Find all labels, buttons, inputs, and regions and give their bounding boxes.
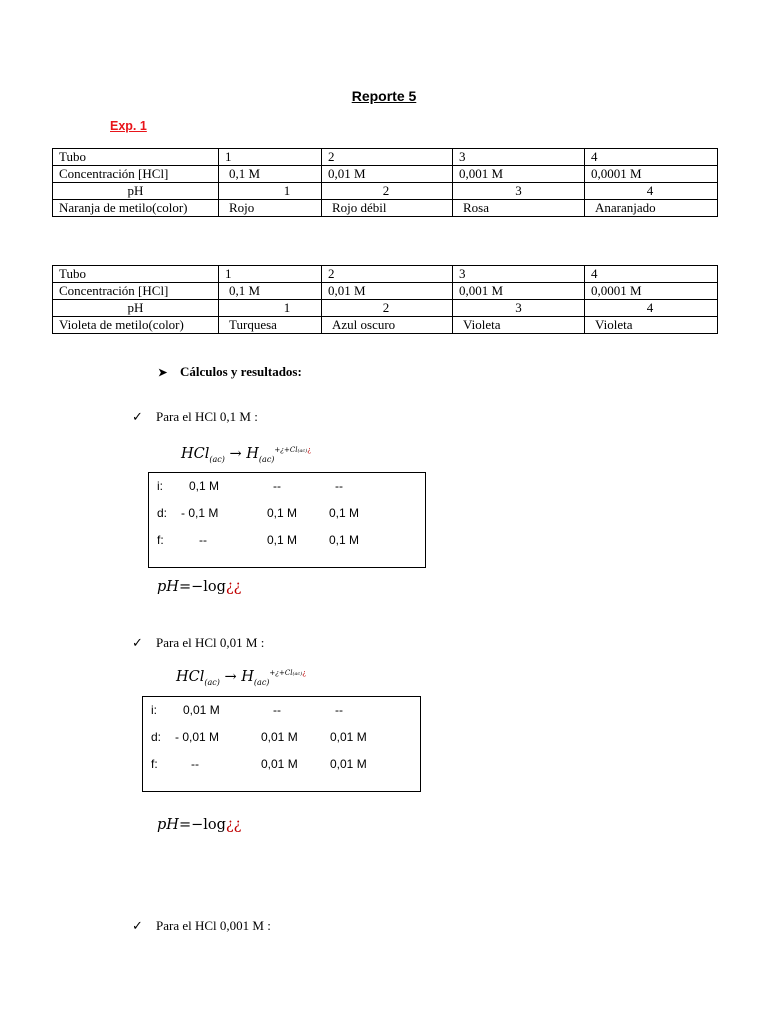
table-cell: 1: [219, 183, 322, 200]
ice-cell: 0,01 M: [330, 757, 367, 771]
table-cell: 0,1 M: [219, 283, 322, 300]
table-cell: 4: [585, 149, 718, 166]
ice-cell: 0,01 M: [330, 730, 367, 744]
table-cell: Naranja de metilo(color): [53, 200, 219, 217]
eq-reactant-sub: (ac): [209, 454, 225, 464]
methyl-violet-table: [52, 265, 718, 334]
eq-product-sup-tail: (ac): [292, 671, 303, 678]
ice-cell: 0,1 M: [267, 533, 298, 547]
ice-table: [142, 696, 421, 792]
table-cell: 1: [219, 300, 322, 317]
ice-cell: 0,1 M: [267, 506, 298, 520]
eq-reactant-sub: (ac): [204, 677, 220, 687]
table-cell: pH: [53, 183, 219, 200]
ph-tail: ¿¿: [225, 817, 242, 833]
table-cell: 0,1 M: [219, 166, 322, 183]
eq-product: H: [241, 669, 254, 685]
ph-lhs: pH: [157, 817, 179, 833]
table-cell: 2: [322, 266, 453, 283]
ice-row: [149, 506, 425, 522]
report-title: Reporte 5: [351, 88, 417, 104]
section-text: Para el HCl 0,01 M :: [156, 635, 265, 650]
table-cell: 0,01 M: [322, 283, 453, 300]
table-cell: 0,001 M: [453, 166, 585, 183]
experiment-label: Exp. 1: [110, 119, 147, 133]
section-0.001M: [132, 918, 271, 934]
ph-formula: [157, 579, 241, 595]
checkmark-icon: ✓: [132, 635, 143, 650]
table-cell: Concentración [HCl]: [53, 166, 219, 183]
ice-cell: - 0,1 M: [181, 506, 219, 520]
ice-cell: 0,01 M: [261, 730, 298, 744]
table-cell: 2: [322, 149, 453, 166]
ice-cell: i:: [151, 703, 157, 717]
ph-formula: [157, 817, 241, 833]
ice-cell: 0,1 M: [189, 479, 220, 493]
eq-product-sup: +¿+Cl: [269, 669, 293, 678]
ice-cell: --: [273, 479, 281, 493]
section-text: Para el HCl 0,1 M :: [156, 409, 258, 424]
eq-product-sub: (ac): [258, 454, 275, 464]
table-cell: Azul oscuro: [322, 317, 453, 334]
table-cell: 1: [219, 149, 322, 166]
ice-cell: d:: [151, 730, 162, 744]
ice-table: [148, 472, 426, 568]
table-cell: Tubo: [53, 266, 219, 283]
table-row: [53, 166, 718, 183]
table-cell: Violeta: [585, 317, 718, 334]
table-row: [53, 283, 718, 300]
table-cell: Violeta: [453, 317, 585, 334]
table-cell: 3: [453, 149, 585, 166]
table-cell: Violeta de metilo(color): [53, 317, 219, 334]
eq-reactant: HCl: [181, 446, 210, 462]
ice-cell: 0,01 M: [261, 757, 298, 771]
section-0.01M: [132, 635, 264, 651]
ice-cell: 0,1 M: [329, 506, 360, 520]
methyl-orange-table: [52, 148, 718, 217]
table-cell: Rojo: [219, 200, 322, 217]
ice-cell: f:: [157, 533, 164, 547]
table-cell: 0,001 M: [453, 283, 585, 300]
table-cell: Rosa: [453, 200, 585, 217]
ice-row: [149, 533, 425, 549]
ice-cell: --: [273, 703, 281, 717]
section-text: Para el HCl 0,001 M :: [156, 918, 271, 933]
table-cell: 3: [453, 183, 585, 200]
reaction-equation: [181, 446, 311, 464]
table-row: [53, 200, 718, 217]
eq-arrow: →: [224, 669, 237, 685]
eq-inverted-q: ¿: [307, 446, 311, 455]
arrow-bullet-icon: ➤: [158, 367, 168, 379]
ice-cell: --: [199, 533, 207, 547]
calculations-heading: [158, 364, 302, 380]
ice-cell: --: [335, 703, 343, 717]
table-cell: 3: [453, 300, 585, 317]
ph-tail: ¿¿: [225, 579, 242, 595]
table-cell: 4: [585, 266, 718, 283]
table-cell: 0,01 M: [322, 166, 453, 183]
table-row: [53, 266, 718, 283]
ice-cell: i:: [157, 479, 163, 493]
ice-cell: f:: [151, 757, 158, 771]
table-cell: 3: [453, 266, 585, 283]
ice-cell: --: [191, 757, 199, 771]
section-0.1M: [132, 409, 258, 425]
table-row: [53, 317, 718, 334]
ice-cell: 0,01 M: [183, 703, 220, 717]
ice-cell: --: [335, 479, 343, 493]
table-cell: Tubo: [53, 149, 219, 166]
table-cell: 0,0001 M: [585, 283, 718, 300]
eq-product-sup: +¿+Cl: [274, 446, 298, 455]
table-cell: 2: [322, 300, 453, 317]
table-cell: pH: [53, 300, 219, 317]
table-cell: 4: [585, 183, 718, 200]
ph-eq: =−: [178, 579, 204, 595]
ph-eq: =−: [178, 817, 204, 833]
ph-lhs: pH: [157, 579, 179, 595]
table-cell: Concentración [HCl]: [53, 283, 219, 300]
table-cell: 0,0001 M: [585, 166, 718, 183]
table-row: [53, 149, 718, 166]
ice-cell: - 0,01 M: [175, 730, 220, 744]
ph-log: log: [203, 817, 226, 833]
ph-log: log: [203, 579, 226, 595]
reaction-equation: [176, 669, 306, 687]
table-row: [53, 183, 718, 200]
ice-row: [143, 757, 420, 773]
table-cell: 4: [585, 300, 718, 317]
eq-reactant: HCl: [176, 669, 205, 685]
table-cell: Turquesa: [219, 317, 322, 334]
table-cell: Anaranjado: [585, 200, 718, 217]
ice-cell: d:: [157, 506, 168, 520]
eq-product-sup-tail: (ac): [297, 448, 308, 455]
checkmark-icon: ✓: [132, 918, 143, 933]
ice-row: [143, 703, 420, 719]
eq-arrow: →: [229, 446, 242, 462]
checkmark-icon: ✓: [132, 409, 143, 424]
ice-row: [143, 730, 420, 746]
ice-cell: 0,1 M: [329, 533, 360, 547]
eq-product-sub: (ac): [253, 677, 270, 687]
eq-inverted-q: ¿: [302, 669, 306, 678]
table-cell: 2: [322, 183, 453, 200]
eq-product: H: [246, 446, 259, 462]
heading-text: Cálculos y resultados:: [180, 364, 302, 379]
table-cell: 1: [219, 266, 322, 283]
table-row: [53, 300, 718, 317]
table-cell: Rojo débil: [322, 200, 453, 217]
ice-row: [149, 479, 425, 495]
